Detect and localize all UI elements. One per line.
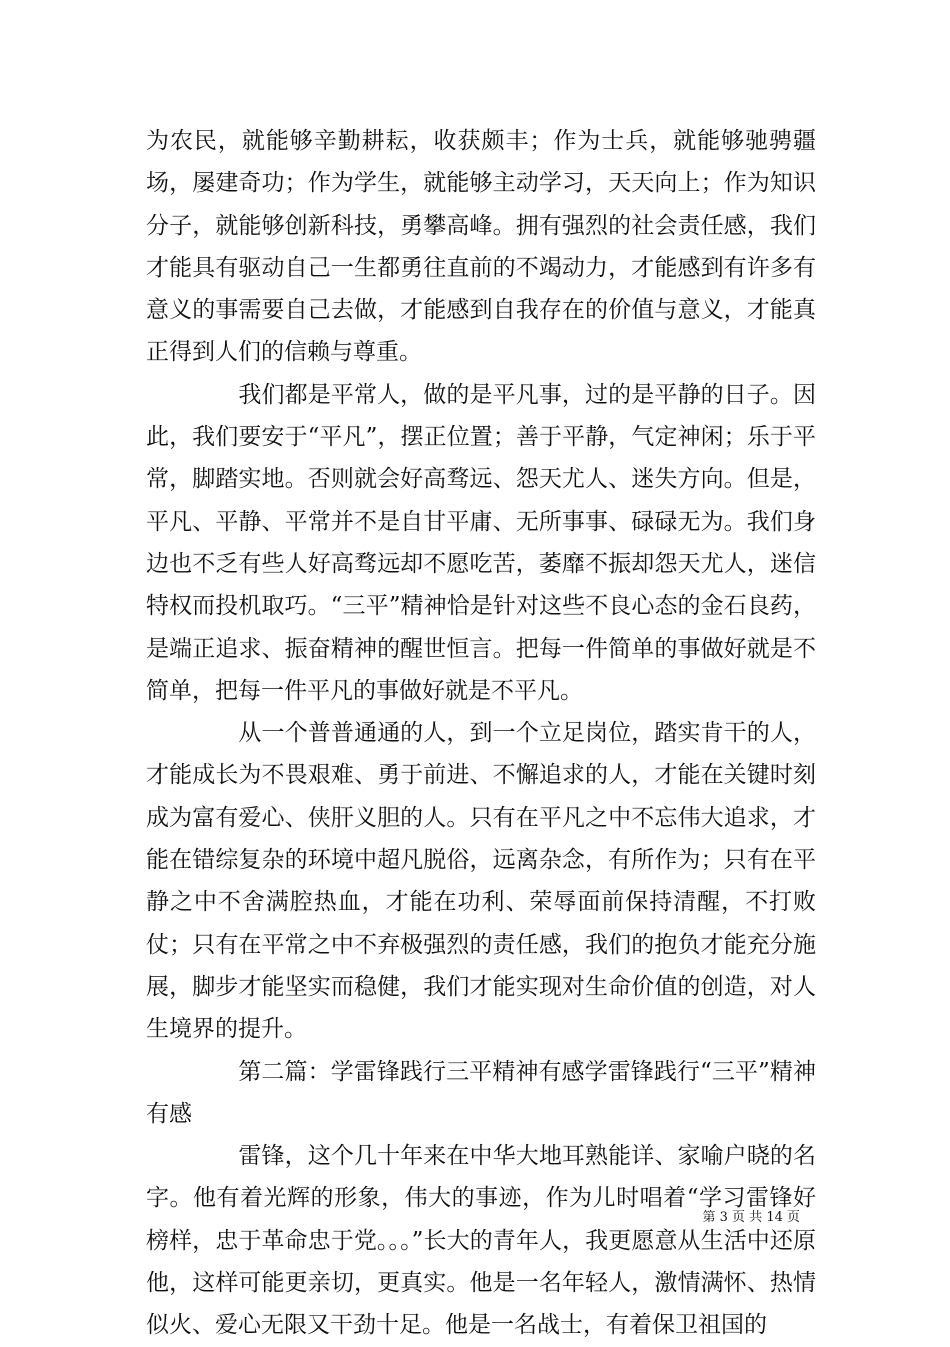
section-heading: 第二篇：学雷锋践行三平精神有感学雷锋践行“三平”精神有感	[146, 1058, 816, 1127]
paragraph: 我们都是平常人，做的是平凡事，过的是平静的日子。因此，我们要安于“平凡”，摆正位置；善于平静，气定神闲；乐于平常，脚踏实地。否则就会好高骛远、怨天尤人、迷失方向。但是，平凡、平静、平常并不是自甘平庸、无所事事、碌碌无为。我们身边也不乏有些人好高骛远却不愿吃苦，萎靡不振却怨天尤人，迷信特权而投机取巧。“三平”精神恰是针对这些不良心态的金石良药，是端正追求、振奋精神的醒世恒言。把每一件简单的事做好就是不简单，把每一件平凡的事做好就是不平凡。	[146, 381, 816, 704]
body-text	[146, 120, 816, 1347]
paragraph: 雷锋，这个几十年来在中华大地耳熟能详、家喻户晓的名字。他有着光辉的形象，伟大的事迹，作为儿时唱着“学习雷锋好榜样，忠于革命忠于党。。。”长大的青年人，我更愿意从生活中还原他，这样可能更亲切，更真实。他是一名年轻人，激情满怀、热情似火、爱心无限又干劲十足。他是一名战士，有着保卫祖国的	[146, 1143, 816, 1339]
paragraph: 从一个普普通通的人，到一个立足岗位，踏实肯干的人，才能成长为不畏艰难、勇于前进、不懈追求的人，才能在关键时刻成为富有爱心、侠肝义胆的人。只有在平凡之中不忘伟大追求，才能在错综复杂的环境中超凡脱俗，远离杂念，有所作为；只有在平静之中不舍满腔热血，才能在功利、荣辱面前保持清醒，不打败仗；只有在平常之中不弃极强烈的责任感，我们的抱负才能充分施展，脚步才能坚实而稳健，我们才能实现对生命价值的创造，对人生境界的提升。	[146, 720, 816, 1043]
paragraph: 为农民，就能够辛勤耕耘，收获颇丰；作为士兵，就能够驰骋疆场，屡建奇功；作为学生，就能够主动学习，天天向上；作为知识分子，就能够创新科技，勇攀高峰。拥有强烈的社会责任感，我们才能具有驱动自己一生都勇往直前的不竭动力，才能感到有许多有意义的事需要自己去做，才能感到自我存在的价值与意义，才能真正得到人们的信赖与尊重。	[146, 128, 816, 366]
page-footer: 第 3 页 共 14 页	[702, 1210, 800, 1225]
